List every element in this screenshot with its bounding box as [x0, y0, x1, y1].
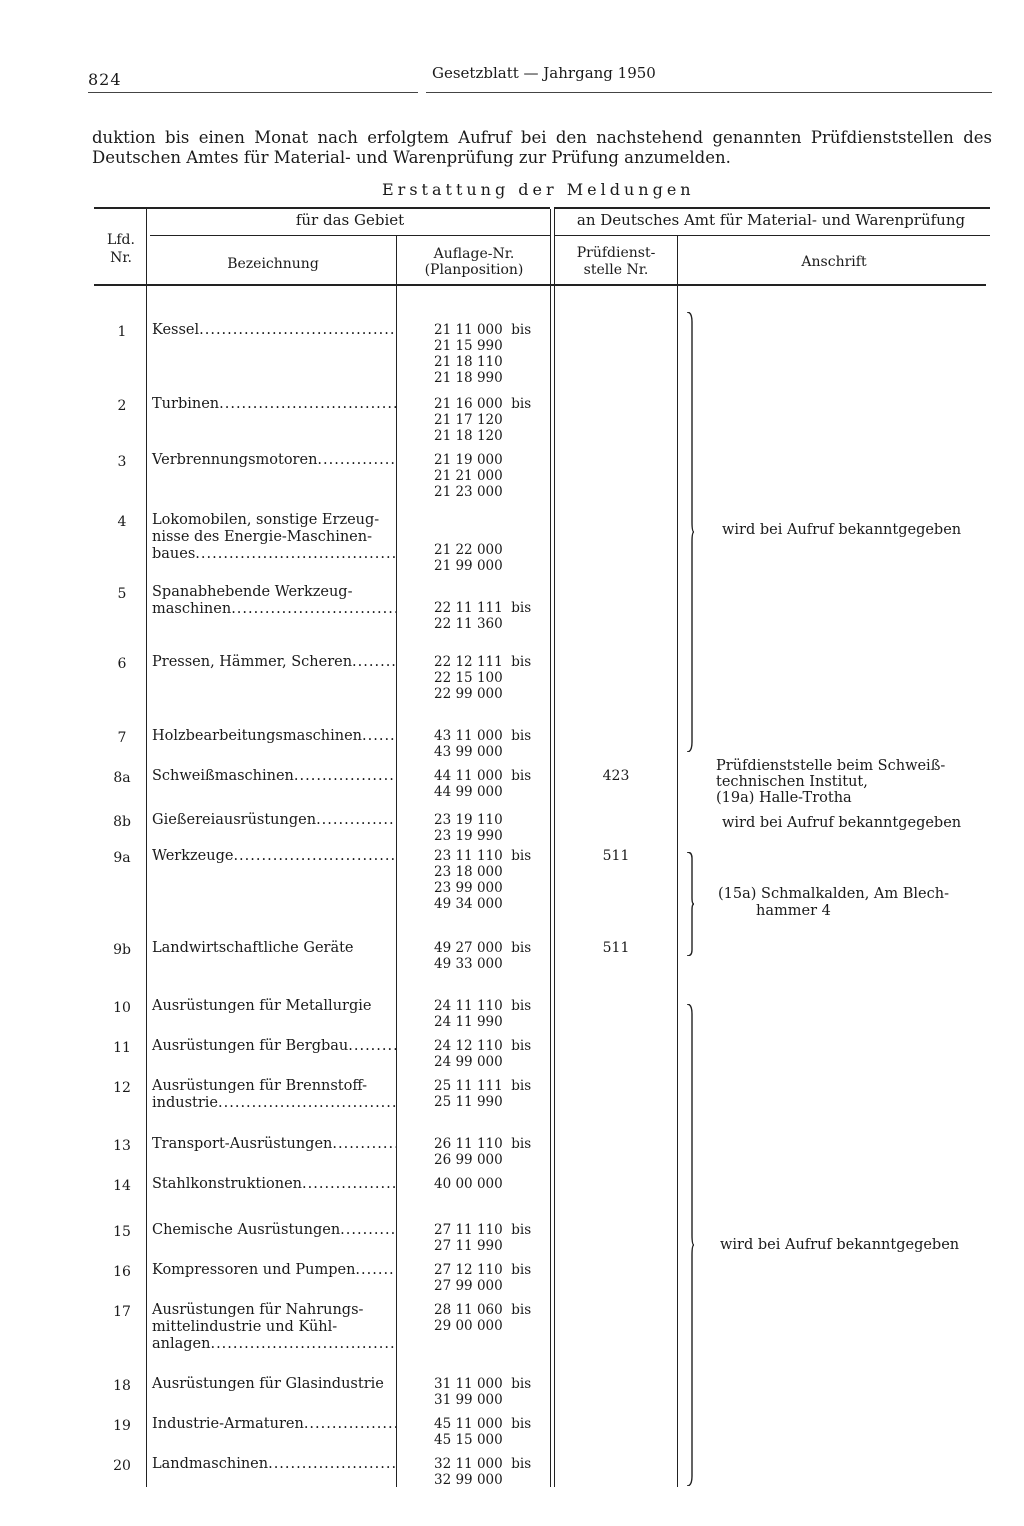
leader-dots: [233, 848, 396, 865]
row-pruefdienststelle: 423: [602, 768, 630, 784]
row-pruefdienststelle: 511: [602, 848, 630, 864]
bezeichnung-line: Spanabhebende Werkzeug-: [152, 584, 353, 600]
row-bezeichnung: [152, 1376, 396, 1393]
auflage-value: 32 99 000: [434, 1472, 503, 1488]
row-number: 2: [117, 398, 127, 414]
row-number: 5: [117, 586, 127, 602]
row-auflage-nr: [434, 1078, 531, 1110]
header-rule-right: [426, 92, 992, 93]
auflage-value: 25 11 990: [434, 1094, 503, 1110]
col-divider-3b: [554, 209, 555, 1487]
bezeichnung-line: Kessel .....: [152, 322, 396, 339]
brace-group-3-icon: [686, 1004, 694, 1486]
row-bezeichnung: [152, 1302, 396, 1353]
header-lfd: Lfd.: [107, 232, 135, 248]
leader-dots: [316, 812, 396, 829]
auflage-value: 49 33 000: [434, 956, 503, 972]
auflage-value: 45 11 000 bis: [434, 1416, 532, 1432]
auflage-value: 21 18 990: [434, 370, 503, 386]
row-number: 14: [113, 1178, 131, 1194]
row-bezeichnung: [152, 512, 396, 563]
auflage-value: 27 12 110 bis: [434, 1262, 532, 1278]
auflage-value: 21 19 000: [434, 452, 503, 468]
auflage-value: 49 34 000: [434, 896, 503, 912]
auflage-value: 49 27 000 bis: [434, 940, 532, 956]
row-bezeichnung: [152, 1222, 396, 1239]
bezeichnung-line: Landwirtschaftliche Geräte: [152, 940, 354, 956]
header-auflage: Auflage-Nr.: [433, 246, 515, 262]
auflage-value: 28 11 060 bis: [434, 1302, 532, 1318]
page-number: 824: [88, 70, 122, 89]
row-number: 17: [113, 1304, 131, 1320]
auflage-value: 43 11 000 bis: [434, 728, 532, 744]
row-number: 12: [113, 1080, 131, 1096]
row-bezeichnung: [152, 1456, 396, 1473]
bezeichnung-line: Lokomobilen, sonstige Erzeug-: [152, 512, 380, 528]
auflage-value: 21 22 000: [434, 542, 503, 558]
bezeichnung-line: Werkzeuge .....: [152, 848, 396, 865]
auflage-value: 24 99 000: [434, 1054, 503, 1070]
row-bezeichnung: [152, 322, 396, 339]
header-nr: Nr.: [110, 250, 132, 266]
auflage-value: 40 00 000: [434, 1176, 503, 1192]
row-number: 4: [117, 514, 127, 530]
bezeichnung-line: Ausrüstungen für Nahrungs-: [152, 1302, 364, 1318]
row-auflage-nr: [434, 1136, 531, 1168]
bezeichnung-line: Schweißmaschinen .....: [152, 768, 396, 785]
header-fuer-das-gebiet: für das Gebiet: [295, 211, 405, 229]
leader-dots: [340, 1222, 396, 1239]
header-planposition: (Planposition): [424, 262, 524, 278]
row-bezeichnung: [152, 654, 396, 671]
row-auflage-nr: [434, 654, 531, 702]
anschrift-8b: wird bei Aufruf bekanntgegeben: [722, 815, 962, 831]
auflage-value: 21 15 990: [434, 338, 503, 354]
auflage-value: 27 99 000: [434, 1278, 503, 1294]
bezeichnung-line: Turbinen .....: [152, 396, 396, 413]
row-pruefdienststelle: 511: [602, 940, 630, 956]
row-bezeichnung: [152, 728, 396, 745]
header-pruefdienst: Prüfdienst-: [576, 245, 656, 261]
bezeichnung-line: Chemische Ausrüstungen .....: [152, 1222, 396, 1239]
bezeichnung-line: mittelindustrie und Kühl-: [152, 1319, 338, 1335]
row-number: 16: [113, 1264, 131, 1280]
row-number: 8a: [113, 770, 131, 786]
auflage-value: 44 99 000: [434, 784, 503, 800]
row-bezeichnung: [152, 768, 396, 785]
auflage-value: 27 11 990: [434, 1238, 503, 1254]
auflage-value: 23 19 110: [434, 812, 503, 828]
row-auflage-nr: [434, 812, 503, 844]
header-group-rule-right: [554, 235, 990, 236]
bezeichnung-line: nisse des Energie-Maschinen-: [152, 529, 372, 545]
row-bezeichnung: [152, 1262, 396, 1279]
auflage-value: 45 15 000: [434, 1432, 503, 1448]
bezeichnung-line: Kompressoren und Pumpen .....: [152, 1262, 396, 1279]
header-deutsches-amt: an Deutsches Amt für Material- und Warenprüfung: [576, 211, 966, 229]
auflage-value: 21 11 000 bis: [434, 322, 532, 338]
row-auflage-nr: [434, 322, 531, 386]
col-divider-4: [677, 236, 678, 1487]
auflage-value: 21 23 000: [434, 484, 503, 500]
leader-dots: [302, 1176, 396, 1193]
table-top-rule-right: [554, 207, 990, 209]
row-auflage-nr: [434, 1038, 531, 1070]
leader-dots: [332, 1136, 396, 1153]
auflage-value: 22 99 000: [434, 686, 503, 702]
leader-dots: [199, 322, 396, 339]
row-auflage-nr: [434, 998, 531, 1030]
row-auflage-nr: [434, 542, 503, 574]
running-title: Gesetzblatt — Jahrgang 1950: [432, 64, 656, 82]
header-rule-left: [88, 92, 418, 93]
row-number: 11: [113, 1040, 131, 1056]
bezeichnung-line: Landmaschinen .....: [152, 1456, 396, 1473]
bezeichnung-line: industrie .....: [152, 1095, 396, 1112]
bezeichnung-line: Holzbearbeitungsmaschinen .....: [152, 728, 396, 745]
auflage-value: 21 16 000 bis: [434, 396, 532, 412]
table-top-rule-left: [94, 207, 550, 209]
row-bezeichnung: [152, 1078, 396, 1112]
leader-dots: [304, 1416, 396, 1433]
row-auflage-nr: [434, 728, 531, 760]
row-number: 8b: [113, 814, 131, 830]
leader-dots: [317, 452, 396, 469]
auflage-value: 24 12 110 bis: [434, 1038, 532, 1054]
row-number: 15: [113, 1224, 131, 1240]
row-auflage-nr: [434, 600, 531, 632]
row-number: 7: [117, 730, 127, 746]
row-number: 13: [113, 1138, 131, 1154]
bezeichnung-line: Transport-Ausrüstungen .....: [152, 1136, 396, 1153]
bezeichnung-line: anlagen .....: [152, 1336, 396, 1353]
auflage-value: 22 15 100: [434, 670, 503, 686]
anschrift-group-1: wird bei Aufruf bekanntgegeben: [722, 522, 962, 538]
row-number: 20: [113, 1458, 131, 1474]
intro-paragraph: [92, 128, 992, 168]
bezeichnung-line: Ausrüstungen für Metallurgie: [152, 998, 372, 1014]
row-auflage-nr: [434, 848, 531, 912]
header-stelle-nr: stelle Nr.: [583, 262, 649, 278]
row-auflage-nr: [434, 1262, 531, 1294]
bezeichnung-line: Ausrüstungen für Glasindustrie: [152, 1376, 384, 1392]
bezeichnung-line: Ausrüstungen für Brennstoff-: [152, 1078, 368, 1094]
auflage-value: 24 11 110 bis: [434, 998, 532, 1014]
row-number: 10: [113, 1000, 131, 1016]
row-bezeichnung: [152, 848, 396, 865]
auflage-value: 23 19 990: [434, 828, 503, 844]
row-number: 9b: [113, 942, 131, 958]
auflage-value: 21 99 000: [434, 558, 503, 574]
anschrift-group-2-line-2: hammer 4: [756, 903, 831, 919]
row-auflage-nr: [434, 1176, 503, 1192]
auflage-value: 23 11 110 bis: [434, 848, 532, 864]
row-bezeichnung: [152, 1136, 396, 1153]
row-number: 9a: [113, 850, 131, 866]
anschrift-group-3: wird bei Aufruf bekanntgegeben: [720, 1237, 960, 1253]
intro-line-1: duktion bis einen Monat nach erfolgtem Aufruf bei den nachstehend genannten Prüfdienststellen des: [92, 128, 992, 147]
row-number: 3: [117, 454, 127, 470]
leader-dots: [218, 1095, 396, 1112]
row-bezeichnung: [152, 584, 396, 618]
bezeichnung-line: Pressen, Hämmer, Scheren .....: [152, 654, 396, 671]
auflage-value: 21 21 000: [434, 468, 503, 484]
row-auflage-nr: [434, 768, 531, 800]
auflage-value: 31 99 000: [434, 1392, 503, 1408]
leader-dots: [294, 768, 396, 785]
row-bezeichnung: [152, 1416, 396, 1433]
anschrift-group-2-line-1: (15a) Schmalkalden, Am Blech-: [718, 886, 949, 902]
bezeichnung-line: Industrie-Armaturen .....: [152, 1416, 396, 1433]
anschrift-8a-line-2: technischen Institut,: [716, 774, 868, 790]
auflage-value: 44 11 000 bis: [434, 768, 532, 784]
header-bezeichnung: Bezeichnung: [227, 256, 319, 272]
section-title: Erstattung der Meldungen: [382, 180, 695, 199]
row-number: 19: [113, 1418, 131, 1434]
auflage-value: 22 11 111 bis: [434, 600, 532, 616]
row-bezeichnung: [152, 998, 396, 1015]
leader-dots: [348, 1038, 396, 1055]
auflage-value: 21 18 120: [434, 428, 503, 444]
row-bezeichnung: [152, 1176, 396, 1193]
anschrift-8a-line-1: Prüfdienststelle beim Schweiß-: [716, 758, 946, 774]
row-bezeichnung: [152, 1038, 396, 1055]
brace-group-1-icon: [686, 312, 694, 752]
auflage-value: 31 11 000 bis: [434, 1376, 532, 1392]
auflage-value: 26 11 110 bis: [434, 1136, 532, 1152]
row-number: 6: [117, 656, 127, 672]
row-bezeichnung: [152, 940, 396, 957]
row-number: 1: [117, 324, 127, 340]
row-auflage-nr: [434, 1222, 531, 1254]
intro-line-2: Deutschen Amtes für Material- und Warenprüfung zur Prüfung anzumelden.: [92, 148, 731, 167]
anschrift-8a-line-3: (19a) Halle-Trotha: [716, 790, 852, 806]
row-bezeichnung: [152, 452, 396, 469]
row-bezeichnung: [152, 396, 396, 413]
leader-dots: [210, 1336, 396, 1353]
leader-dots: [195, 546, 396, 563]
row-auflage-nr: [434, 452, 503, 500]
row-auflage-nr: [434, 1456, 531, 1488]
auflage-value: 26 99 000: [434, 1152, 503, 1168]
bezeichnung-line: Ausrüstungen für Bergbau .....: [152, 1038, 396, 1055]
auflage-value: 21 17 120: [434, 412, 503, 428]
auflage-value: 22 11 360: [434, 616, 503, 632]
auflage-value: 24 11 990: [434, 1014, 503, 1030]
header-bottom-rule: [94, 284, 986, 286]
row-bezeichnung: [152, 812, 396, 829]
col-divider-3: [550, 209, 551, 1487]
auflage-value: 43 99 000: [434, 744, 503, 760]
auflage-value: 23 18 000: [434, 864, 503, 880]
row-auflage-nr: [434, 1376, 531, 1408]
col-divider-2: [396, 236, 397, 1487]
bezeichnung-line: baues .....: [152, 546, 396, 563]
leader-dots: [355, 1262, 396, 1279]
bezeichnung-line: Stahlkonstruktionen .....: [152, 1176, 396, 1193]
row-number: 18: [113, 1378, 131, 1394]
auflage-value: 27 11 110 bis: [434, 1222, 532, 1238]
leader-dots: [352, 654, 396, 671]
bezeichnung-line: Gießereiausrüstungen .....: [152, 812, 396, 829]
bezeichnung-line: Verbrennungsmotoren .....: [152, 452, 396, 469]
row-auflage-nr: [434, 1416, 531, 1448]
auflage-value: 21 18 110: [434, 354, 503, 370]
header-group-rule-left: [150, 235, 550, 236]
leader-dots: [362, 728, 396, 745]
bezeichnung-line: maschinen .....: [152, 601, 396, 618]
brace-group-2-icon: [686, 852, 694, 956]
row-auflage-nr: [434, 1302, 531, 1334]
leader-dots: [268, 1456, 396, 1473]
auflage-value: 29 00 000: [434, 1318, 503, 1334]
row-auflage-nr: [434, 940, 531, 972]
auflage-value: 25 11 111 bis: [434, 1078, 532, 1094]
auflage-value: 23 99 000: [434, 880, 503, 896]
leader-dots: [231, 601, 396, 618]
header-anschrift: Anschrift: [801, 254, 867, 270]
leader-dots: [219, 396, 396, 413]
auflage-value: 22 12 111 bis: [434, 654, 532, 670]
row-auflage-nr: [434, 396, 531, 444]
auflage-value: 32 11 000 bis: [434, 1456, 532, 1472]
